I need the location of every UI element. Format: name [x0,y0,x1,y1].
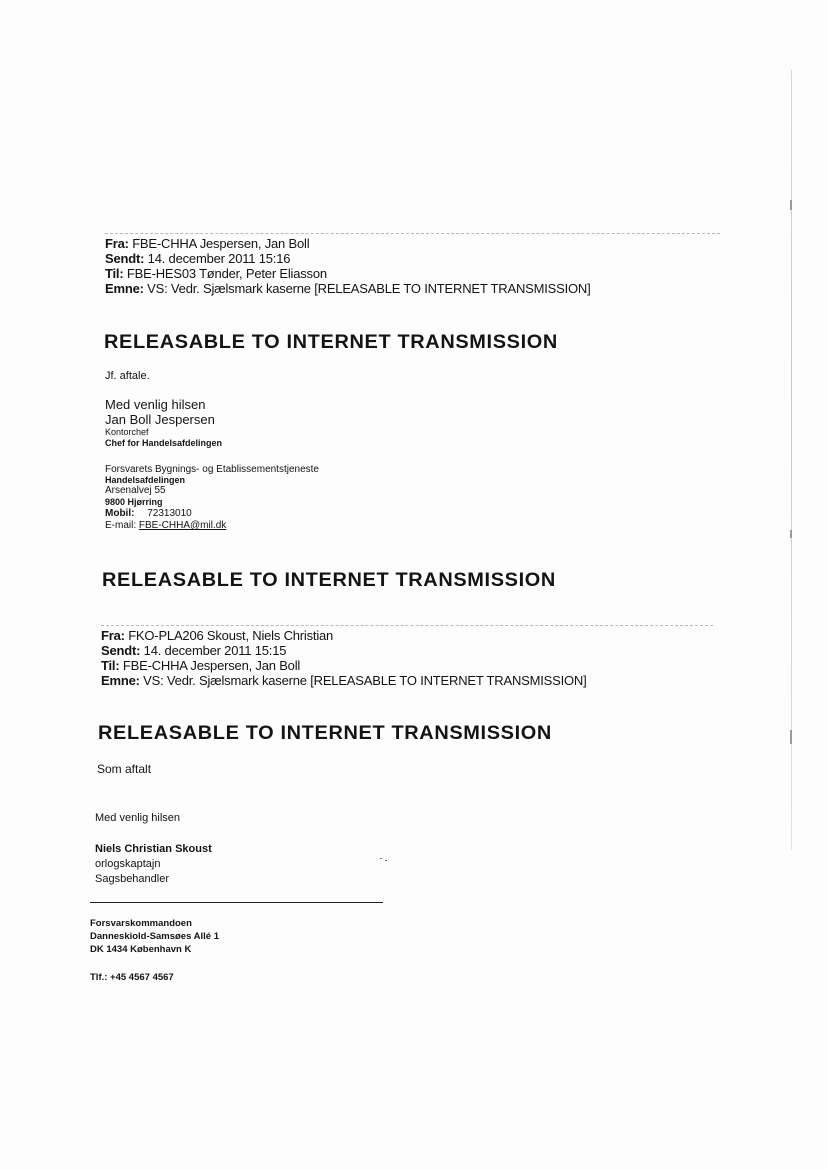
greeting: Med venlig hilsen [105,397,206,412]
subject-label: Emne: [105,281,144,296]
signer-role: Chef for Handelsafdelingen [105,438,223,448]
classification-banner: RELEASABLE TO INTERNET TRANSMISSION [104,332,558,353]
email2-address [90,917,219,956]
classification-banner: RELEASABLE TO INTERNET TRANSMISSION [98,723,552,744]
street: Arsenalvej 55 [105,485,166,496]
city: DK 1434 København K [90,944,192,955]
email2-signature [95,842,212,887]
email1-from-line [105,236,591,251]
department: Handelsafdelingen [105,475,186,485]
org-name: Forsvarskommandoen [90,918,192,929]
mobile-label: Mobil: [105,508,135,519]
scan-mark [790,530,792,538]
to-value: FBE-CHHA Jespersen, Jan Boll [122,658,301,673]
scan-mark [790,730,792,744]
sent-value: 14. december 2011 15:15 [143,643,287,658]
email-label: E-mail: [105,520,137,531]
header-separator [105,233,720,234]
scan-mark [790,200,792,210]
email1-signature [105,397,222,449]
signer-name: Jan Boll Jespersen [105,412,215,427]
city: 9800 Hjørring [105,497,163,507]
from-label: Fra: [101,628,125,643]
email2-to-line [101,658,587,673]
org-name: Forsvarets Bygnings- og Etablissementstjeneste [105,464,319,475]
mobile-line [105,508,319,520]
to-value: FBE-HES03 Tønder, Peter Eliasson [126,266,327,281]
classification-banner: RELEASABLE TO INTERNET TRANSMISSION [102,570,556,591]
email2-body: Som aftalt [97,762,152,776]
email2-sent-line [101,643,587,658]
email1-header [105,236,591,296]
signer-title: Kontorchef [105,427,149,437]
sent-value: 14. december 2011 15:16 [147,251,291,266]
email2-subject-line [101,673,587,688]
email1-subject-line [105,281,591,296]
email2-from-line [101,628,587,643]
sent-label: Sendt: [101,643,141,658]
from-label: Fra: [105,236,129,251]
subject-value: VS: Vedr. Sjælsmark kaserne [RELEASABLE TO INTERNET TRANSMISSION] [147,281,591,296]
greeting: Med venlig hilsen [95,812,180,824]
scan-speck [385,860,387,861]
signer-role: Sagsbehandler [95,873,170,885]
email-link[interactable]: FBE-CHHA@mil.dk [138,520,227,531]
email1-sent-line [105,251,591,266]
email1-body: Jf. aftale. [105,370,150,382]
signer-title: orlogskaptajn [95,858,161,870]
subject-label: Emne: [101,673,140,688]
email2-header [101,628,587,688]
scan-speck [380,858,382,859]
sent-label: Sendt: [105,251,145,266]
street: Danneskiold-Samsøes Allé 1 [90,931,220,942]
mobile-value: 72313010 [147,508,192,519]
email1-to-line [105,266,591,281]
subject-value: VS: Vedr. Sjælsmark kaserne [RELEASABLE TO INTERNET TRANSMISSION] [143,673,587,688]
email-line [105,520,319,532]
email1-address [105,464,319,532]
to-label: Til: [105,266,124,281]
signer-name: Niels Christian Skoust [95,843,212,855]
from-value: FBE-CHHA Jespersen, Jan Boll [132,236,310,251]
to-label: Til: [101,658,120,673]
phone: Tlf.: +45 4567 4567 [90,972,174,983]
header-separator [101,625,713,626]
from-value: FKO-PLA206 Skoust, Niels Christian [128,628,334,643]
signature-divider [90,902,383,903]
